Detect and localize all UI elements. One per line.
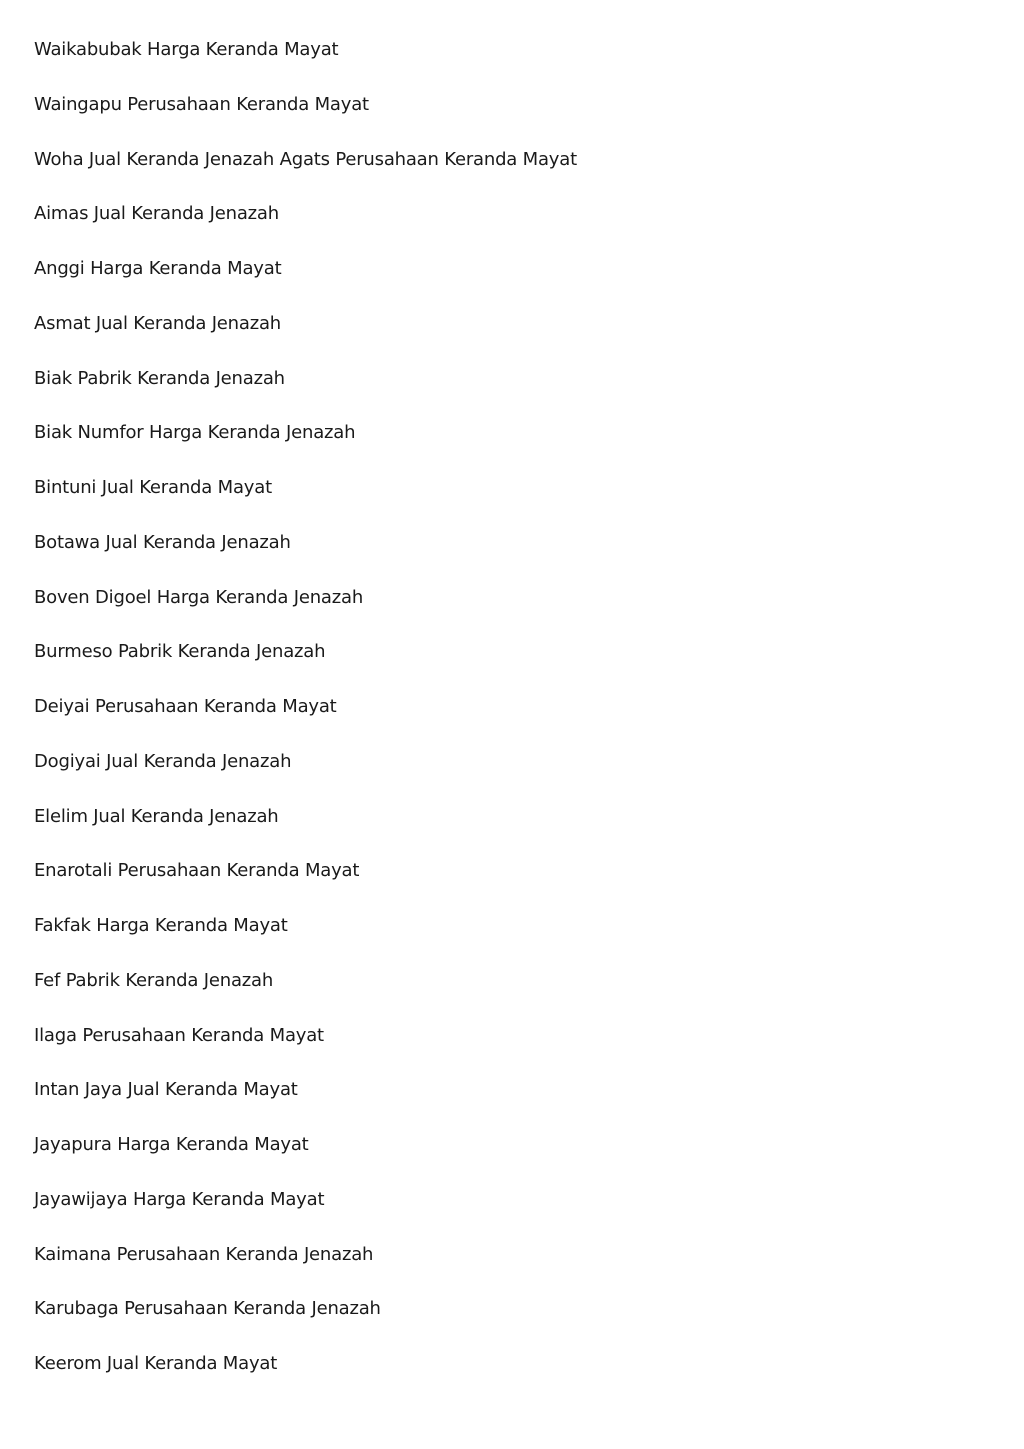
text-line: Dogiyai Jual Keranda Jenazah <box>34 750 292 772</box>
text-line: Waingapu Perusahaan Keranda Mayat <box>34 93 369 115</box>
text-line: Jayapura Harga Keranda Mayat <box>34 1134 309 1155</box>
text-line: Waikabubak Harga Keranda Mayat <box>34 39 339 60</box>
text-line: Aimas Jual Keranda Jenazah <box>34 203 279 225</box>
text-line: Fakfak Harga Keranda Mayat <box>34 915 288 936</box>
text-line: Biak Numfor Harga Keranda Jenazah <box>34 422 356 444</box>
text-line: Deiyai Perusahaan Keranda Mayat <box>34 696 337 717</box>
text-line: Fef Pabrik Keranda Jenazah <box>34 969 274 991</box>
text-line: Biak Pabrik Keranda Jenazah <box>34 367 285 389</box>
text-line: Burmeso Pabrik Keranda Jenazah <box>34 641 326 663</box>
text-line: Bintuni Jual Keranda Mayat <box>34 477 272 498</box>
text-line: Ilaga Perusahaan Keranda Mayat <box>34 1024 324 1046</box>
text-line: Asmat Jual Keranda Jenazah <box>34 312 282 334</box>
text-line: Jayawijaya Harga Keranda Mayat <box>34 1188 325 1210</box>
text-line: Kaimana Perusahaan Keranda Jenazah <box>34 1243 374 1265</box>
text-line: Anggi Harga Keranda Mayat <box>34 258 282 279</box>
text-line: Enarotali Perusahaan Keranda Mayat <box>34 860 360 882</box>
text-line: Elelim Jual Keranda Jenazah <box>34 805 279 827</box>
text-line: Woha Jual Keranda Jenazah Agats Perusahaan Keranda Mayat <box>34 148 577 170</box>
text-line: Botawa Jual Keranda Jenazah <box>34 531 291 553</box>
text-line: Boven Digoel Harga Keranda Jenazah <box>34 586 364 608</box>
text-line-list <box>34 38 577 1407</box>
text-line: Intan Jaya Jual Keranda Mayat <box>34 1079 298 1101</box>
text-line: Karubaga Perusahaan Keranda Jenazah <box>34 1298 381 1320</box>
text-line: Keerom Jual Keranda Mayat <box>34 1353 278 1374</box>
